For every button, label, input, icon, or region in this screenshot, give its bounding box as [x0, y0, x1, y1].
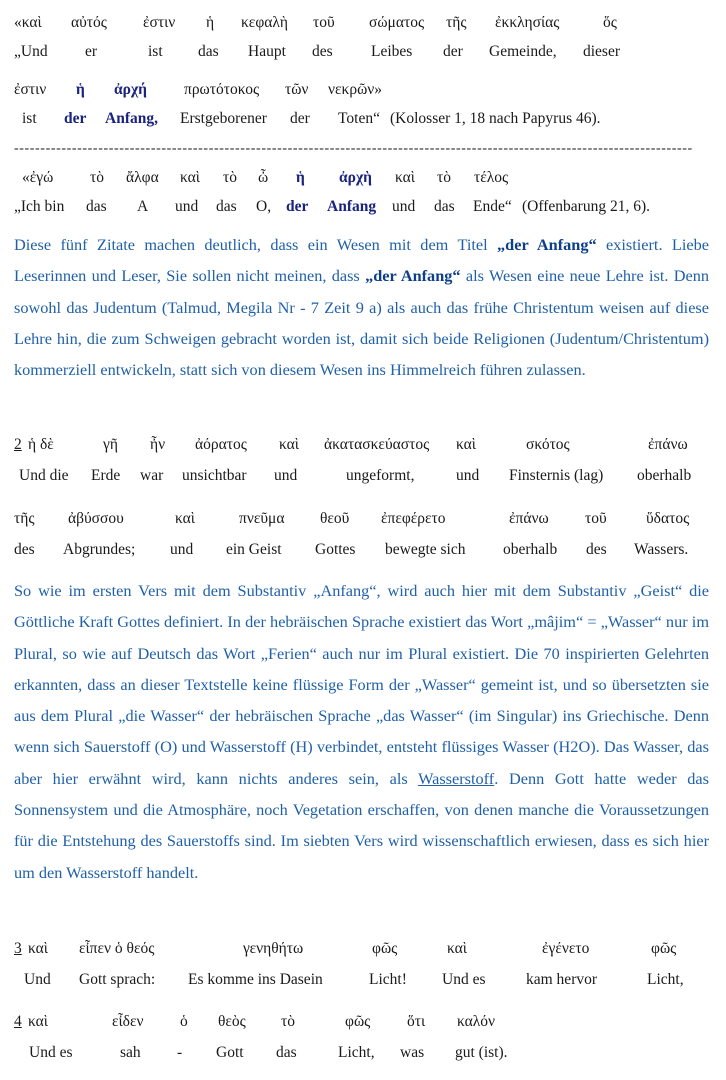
greek-word: ὅτι	[407, 1013, 426, 1030]
german-word: des	[312, 43, 333, 60]
german-word: der	[290, 110, 310, 127]
german-word: Und es	[442, 971, 486, 988]
greek-word: «ἐγώ	[22, 169, 54, 186]
greek-word: φῶς	[372, 940, 398, 957]
greek-word: ὦ	[258, 169, 269, 186]
commentary-paragraph-2	[14, 575, 709, 888]
verse4-greek-line	[0, 1013, 726, 1037]
german-word: und	[170, 541, 194, 558]
greek-word: ἐστιν	[14, 81, 47, 98]
greek-word: εἶπεν ὁ θεός	[79, 940, 155, 957]
german-word: Finsternis (lag)	[509, 467, 604, 484]
greek-word: καὶ	[175, 510, 195, 527]
greek-word: εἶδεν	[112, 1013, 144, 1030]
greek-word: θεὸς	[218, 1013, 246, 1030]
greek-word: αὐτός	[71, 14, 107, 31]
german-word: der	[286, 198, 309, 215]
verse3-german-line	[0, 971, 726, 995]
greek-word: ἐπάνω	[648, 436, 688, 453]
german-word: Und es	[29, 1044, 73, 1061]
greek-word: τοῦ	[313, 14, 335, 31]
verse4-german-line	[0, 1044, 726, 1068]
german-word: was	[400, 1044, 425, 1061]
greek-word: φῶς	[345, 1013, 371, 1030]
german-word: ein Geist	[226, 541, 282, 558]
german-word: und	[274, 467, 298, 484]
greek-word: καὶ	[180, 169, 200, 186]
greek-word: ἐγένετο	[542, 940, 590, 957]
greek-word: γενηθήτω	[243, 940, 304, 957]
greek-word: ἡ	[76, 81, 85, 98]
german-word: „Ich bin	[14, 198, 65, 215]
german-word: er	[85, 43, 98, 60]
greek-word: ἡ	[296, 169, 305, 186]
greek-word: ἐστιν	[143, 14, 176, 31]
greek-word: ἄλφα	[126, 169, 159, 186]
german-word: ist	[22, 110, 37, 127]
german-word: der	[443, 43, 463, 60]
german-word: Licht!	[369, 971, 407, 988]
greek-word: ἐπεφέρετο	[381, 510, 446, 527]
verse-number: 4	[14, 1013, 22, 1030]
greek-word: ἐκκλησίας	[495, 14, 560, 31]
greek-word: καὶ	[395, 169, 415, 186]
greek-word: τῶν	[285, 81, 309, 98]
greek-word: ἡ	[206, 14, 215, 31]
german-word: Haupt	[248, 43, 286, 60]
greek-word: κεφαλὴ	[241, 14, 289, 31]
greek-word: τῆς	[14, 510, 35, 527]
german-word: gut (ist).	[455, 1044, 508, 1061]
greek-word: φῶς	[651, 940, 677, 957]
german-word: war	[140, 467, 164, 484]
german-word: Licht,	[647, 971, 684, 988]
greek-word: σκότος	[526, 436, 570, 453]
german-word: sah	[120, 1044, 141, 1061]
quote1-greek-line2	[0, 81, 726, 105]
para1-text: Diese fünf Zitate machen deutlich, dass ein Wesen mit dem Titel	[14, 235, 498, 254]
para1-bold-term: „der Anfang“	[365, 266, 461, 286]
german-word: „Und	[14, 43, 48, 60]
greek-word: τὸ	[223, 169, 237, 186]
commentary-paragraph-1	[14, 229, 709, 385]
greek-word: «καὶ	[14, 14, 42, 31]
german-word: und	[392, 198, 416, 215]
divider-line: ---------------------------------------------------------------------------------------------------------------------------------	[14, 141, 693, 156]
greek-word: ἀρχή	[114, 81, 147, 98]
greek-word: σώματος	[369, 14, 425, 31]
german-reference: (Offenbarung 21, 6).	[522, 198, 650, 215]
quote2-german-line	[0, 198, 726, 222]
german-word: das	[198, 43, 219, 60]
german-word: das	[86, 198, 107, 215]
para2-text: . Denn Gott hatte weder das Sonnensystem und die Atmosphäre, noch Vegetation erschaffen, von denen manche die Voraussetzungen für die Entstehung des Sauerstoffs sind. Im siebten Vers wird wissenschaftlich erwiesen, dass es sich hier um den Wasserstoff handelt.	[14, 768, 709, 882]
quote1-german-line2	[0, 110, 726, 134]
german-word: kam hervor	[526, 971, 598, 988]
greek-word: ἀβύσσου	[68, 510, 124, 527]
german-word: Gott	[216, 1044, 244, 1061]
greek-word: πνεῦμα	[239, 510, 285, 527]
german-word: ungeformt,	[346, 467, 415, 484]
german-word: unsichtbar	[182, 467, 247, 484]
quote1-greek-line1	[0, 14, 726, 38]
greek-word: ἀρχὴ	[339, 169, 372, 186]
german-word: Gemeinde,	[489, 43, 557, 60]
greek-word: θεοῦ	[320, 510, 350, 527]
para1-text: existiert. Liebe Leserinnen und Leser, Sie sollen nicht meinen, dass	[14, 235, 709, 286]
german-word: A	[137, 198, 149, 215]
greek-word: ἀόρατος	[195, 436, 247, 453]
german-word: der	[64, 110, 87, 127]
para2-underlined-term: Wasserstoff	[418, 768, 495, 788]
german-word: Anfang,	[105, 110, 158, 127]
german-word: -	[177, 1044, 183, 1061]
greek-word: νεκρῶν»	[328, 81, 383, 98]
verse2-german-line2	[0, 541, 726, 565]
greek-word: καὶ	[279, 436, 299, 453]
greek-word: ὁ	[180, 1013, 188, 1030]
german-word: Abgrundes;	[63, 541, 136, 558]
greek-word: καὶ	[28, 940, 48, 957]
para1-bold-term: „der Anfang“	[497, 235, 597, 254]
greek-word: τὸ	[437, 169, 451, 186]
german-word: Toten“	[338, 110, 380, 127]
german-word: und	[175, 198, 199, 215]
greek-word: ἦν	[150, 436, 166, 453]
greek-word: τοῦ	[585, 510, 607, 527]
german-word: ist	[148, 43, 163, 60]
verse-number: 3	[14, 940, 22, 957]
german-word: Und die	[19, 467, 69, 484]
german-word: das	[434, 198, 455, 215]
verse2-greek-line1	[0, 436, 726, 460]
german-word: Licht,	[338, 1044, 375, 1061]
german-word: Und	[24, 971, 51, 988]
german-word: und	[456, 467, 480, 484]
german-word: Leibes	[371, 43, 413, 60]
greek-word: πρωτότοκος	[184, 81, 260, 98]
german-word: Wassers.	[634, 541, 689, 558]
greek-word: ὕδατος	[646, 510, 690, 527]
german-word: Ende“	[473, 198, 512, 215]
german-word: dieser	[583, 43, 621, 60]
greek-word: ὅς	[603, 14, 617, 31]
german-word: des	[586, 541, 607, 558]
greek-word: καὶ	[28, 1013, 48, 1030]
german-word: Gott sprach:	[79, 971, 156, 988]
german-word: O,	[256, 198, 272, 215]
german-word: Anfang	[327, 198, 377, 215]
german-word: das	[216, 198, 237, 215]
quote1-german-line1	[0, 43, 726, 67]
greek-word: ἀκατασκεύαστος	[324, 436, 430, 453]
para2-text: So wie im ersten Vers mit dem Substantiv „Anfang“, wird auch hier mit dem Substantiv „Geist“ die Göttliche Kraft Gottes definiert. In der hebräischen Sprache existiert das Wort „mâjim“ = „Wasser“ nur im Plural, so wie auf Deutsch das Wort „Ferien“ auch nur im Plural existiert. Die 70 inspirierten Gelehrten erkannten, dass an dieser Textstelle keine flüssige Form der „Wasser“ gemeint ist, und so übersetzten sie aus dem Plural „die Wasser“ der hebräischen Sprache „das Wasser“ (im Singular) ins Griechische. Denn wenn sich Sauerstoff (O) und Wasserstoff (H) verbindet, entsteht flüssiges Wasser (H2O). Das Wasser, das aber hier erwähnt wird, kann nichts anderes sein, als	[14, 581, 709, 788]
verse2-greek-line2	[0, 510, 726, 534]
para1-text: als Wesen eine neue Lehre ist. Denn sowohl das Judentum (Talmud, Megila Nr - 7 Zeit 9 a) als auch das frühe Christentum weisen auf diese Lehre hin, die zum Schweigen gebracht worden ist, damit sich beide Religionen (Judentum/Christentum) kommerziell entwickeln, statt sich von diesem Wesen ins Himmelreich führen zulassen.	[14, 266, 710, 380]
german-word: Gottes	[315, 541, 356, 558]
german-word: oberhalb	[637, 467, 692, 484]
verse2-german-line1	[0, 467, 726, 491]
german-word: Es komme ins Dasein	[188, 971, 323, 988]
german-reference: (Kolosser 1, 18 nach Papyrus 46).	[390, 110, 601, 127]
greek-word: καὶ	[456, 436, 476, 453]
greek-word: ἡ δὲ	[28, 436, 54, 453]
greek-word: τὸ	[90, 169, 104, 186]
german-word: Erde	[91, 467, 121, 484]
greek-word: καὶ	[447, 940, 467, 957]
german-word: das	[276, 1044, 297, 1061]
greek-word: γῆ	[103, 436, 118, 453]
german-word: des	[14, 541, 35, 558]
greek-word: τέλος	[474, 169, 509, 186]
verse3-greek-line	[0, 940, 726, 964]
greek-word: καλόν	[457, 1013, 496, 1030]
german-word: oberhalb	[503, 541, 558, 558]
greek-word: τὸ	[281, 1013, 295, 1030]
german-word: bewegte sich	[385, 541, 466, 558]
quote2-greek-line	[0, 169, 726, 193]
verse-number: 2	[14, 436, 22, 453]
german-word: Erstgeborener	[180, 110, 267, 127]
greek-word: ἐπάνω	[509, 510, 549, 527]
greek-word: τῆς	[446, 14, 467, 31]
